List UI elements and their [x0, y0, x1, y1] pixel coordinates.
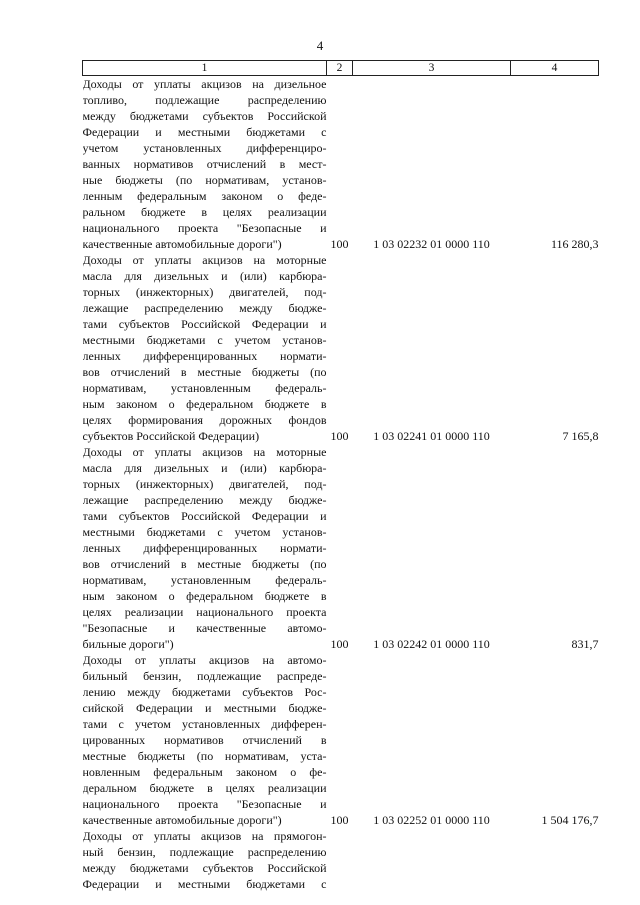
description-line: цированных нормативов отчислений в	[82, 733, 327, 747]
budget-classification-code-cell: 1 03 02242 01 0000 110	[373, 637, 490, 651]
description-line: тами субъектов Российской Федерации и	[82, 509, 327, 523]
revenue-description	[83, 828, 327, 892]
description-line: лению между бюджетами субъектов Рос-	[82, 685, 327, 699]
revenue-description	[83, 76, 327, 253]
description-line: торных (инжекторных) двигателей, под-	[82, 477, 327, 491]
description-line: лежащие распределению между бюдже-	[82, 301, 327, 315]
admin-code-cell: 100	[330, 237, 349, 251]
admin-code-cell: 100	[330, 637, 349, 651]
table-row	[83, 444, 599, 652]
description-line: качественные автомобильные дороги")	[82, 237, 282, 251]
description-line: нормативам, установленным федераль-	[82, 381, 327, 395]
table-row	[83, 252, 599, 444]
description-line: Федерации и местными бюджетами с	[82, 125, 327, 139]
description-line: масла для дизельных и (или) карбюра-	[82, 269, 327, 283]
description-line: ным законом о федеральном бюджете в	[82, 397, 327, 411]
budget-classification-code-cell	[353, 828, 511, 892]
admin-code-cell	[327, 828, 353, 892]
description-line: нормативам, установленным федераль-	[82, 573, 327, 587]
description-line: ные бюджеты (по нормативам, установ-	[82, 173, 327, 187]
description-line: учетом установленных дифференциро-	[82, 141, 327, 155]
table-header-row	[83, 61, 599, 76]
description-line: "Безопасные и качественные автомо-	[82, 621, 327, 635]
description-line: Федерации и местными бюджетами с	[82, 877, 327, 891]
admin-code-cell: 100	[330, 429, 349, 443]
table-row	[83, 828, 599, 892]
description-line: Доходы от уплаты акцизов на моторные	[82, 445, 327, 459]
description-line: ванных нормативов отчислений в мест-	[82, 157, 327, 171]
revenue-description	[83, 252, 327, 444]
column-header-amount: 4	[511, 61, 599, 76]
description-line: новленным федеральным законом о фе-	[82, 765, 327, 779]
description-line: ленных дифференцированных нормати-	[82, 541, 327, 555]
budget-classification-code-cell: 1 03 02252 01 0000 110	[373, 813, 490, 827]
description-line: целях формирования дорожных фондов	[82, 413, 327, 427]
description-line: вов отчислений в местные бюджеты (по	[82, 557, 327, 571]
revenue-description	[83, 652, 327, 828]
column-header-budget-code: 3	[353, 61, 511, 76]
description-line: местные бюджеты (по нормативам, уста-	[82, 749, 327, 763]
description-line: национального проекта "Безопасные и	[82, 797, 327, 811]
amount-cell: 116 280,3	[550, 237, 599, 251]
amount-cell: 831,7	[571, 637, 599, 651]
description-line: сийской Федерации и местными бюдже-	[82, 701, 327, 715]
description-line: качественные автомобильные дороги")	[82, 813, 282, 827]
amount-cell	[511, 828, 599, 892]
description-line: тами субъектов Российской Федерации и	[82, 317, 327, 331]
description-line: ленных дифференцированных нормати-	[82, 349, 327, 363]
description-line: местными бюджетами с учетом установ-	[82, 333, 327, 347]
description-line: бильный бензин, подлежащие распреде-	[82, 669, 327, 683]
description-line: лежащие распределению между бюдже-	[82, 493, 327, 507]
description-line: Доходы от уплаты акцизов на моторные	[82, 253, 327, 267]
column-header-admin-code: 2	[327, 61, 353, 76]
description-line: ленным федеральным законом о феде-	[82, 189, 327, 203]
revenue-table	[82, 60, 599, 892]
description-line: торных (инжекторных) двигателей, под-	[82, 285, 327, 299]
budget-classification-code-cell: 1 03 02241 01 0000 110	[373, 429, 490, 443]
description-line: ный бензин, подлежащие распределению	[82, 845, 327, 859]
description-line: топливо, подлежащие распределению	[82, 93, 327, 107]
table-row	[83, 76, 599, 253]
amount-cell: 7 165,8	[562, 429, 599, 443]
revenue-description	[83, 444, 327, 652]
description-line: вов отчислений в местные бюджеты (по	[82, 365, 327, 379]
description-line: национального проекта "Безопасные и	[82, 221, 327, 235]
page-number: 4	[316, 38, 324, 53]
table-row	[83, 652, 599, 828]
description-line: масла для дизельных и (или) карбюра-	[82, 461, 327, 475]
budget-classification-code-cell: 1 03 02232 01 0000 110	[373, 237, 490, 251]
description-line: деральном бюджете в целях реализации	[82, 781, 327, 795]
description-line: между бюджетами субъектов Российской	[82, 109, 327, 123]
description-line: местными бюджетами с учетом установ-	[82, 525, 327, 539]
description-line: целях реализации национального проекта	[82, 605, 327, 619]
description-line: Доходы от уплаты акцизов на дизельное	[82, 77, 327, 91]
description-line: тами с учетом установленных дифферен-	[82, 717, 327, 731]
column-header-name: 1	[83, 61, 327, 76]
description-line: Доходы от уплаты акцизов на автомо-	[82, 653, 327, 667]
description-line: между бюджетами субъектов Российской	[82, 861, 327, 875]
description-line: субъектов Российской Федерации)	[82, 429, 260, 443]
admin-code-cell: 100	[330, 813, 349, 827]
description-line: ральном бюджете в целях реализации	[82, 205, 327, 219]
description-line: ным законом о федеральном бюджете в	[82, 589, 327, 603]
amount-cell: 1 504 176,7	[541, 813, 599, 827]
description-line: Доходы от уплаты акцизов на прямогон-	[82, 829, 327, 843]
description-line: бильные дороги")	[82, 637, 174, 651]
